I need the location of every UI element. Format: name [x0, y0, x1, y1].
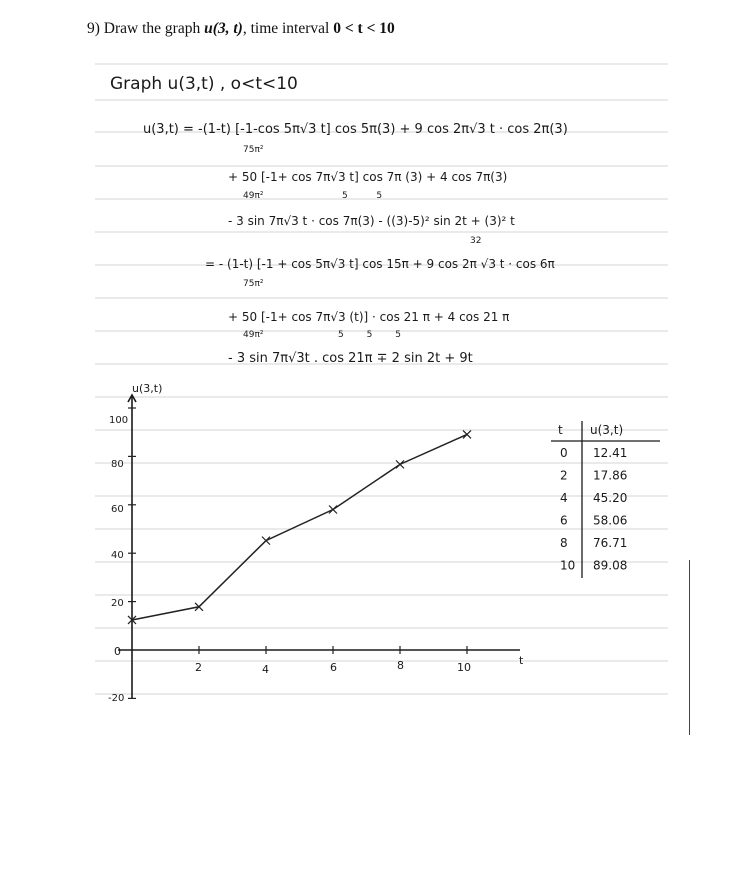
table-cell-u: 45.20: [593, 491, 628, 505]
table-cell-u: 58.06: [593, 513, 628, 528]
x-axis-label: t: [519, 654, 524, 667]
x-tick-label: 6: [330, 661, 337, 674]
eq-line-6: - 3 sin 7π√3t . cos 21π ∓ 2 sin 2t + 9t: [228, 351, 473, 366]
question-interval: 0 < t < 10: [333, 20, 395, 37]
table-cell-u: 76.71: [593, 536, 628, 550]
data-point: [396, 460, 404, 468]
notes-heading: Graph u(3,t) , o<t<10: [110, 74, 298, 94]
graph-axes: [118, 395, 520, 698]
eq-line-2: + 50 [-1+ cos 7π√3 t] cos 7π (3) + 4 cos 7π(3): [228, 170, 508, 184]
eq-line-5-denominator: 49π²: [243, 330, 264, 340]
table-cell-u: 89.08: [593, 558, 628, 573]
x-tick-label: 4: [262, 663, 269, 676]
plot-area: [128, 408, 471, 698]
eq-line-5-fraction-denominators: 5 5 5: [338, 330, 401, 340]
y-axis-label: u(3,t): [132, 382, 163, 395]
eq-line-2-fraction-denominators: 5 5: [342, 191, 383, 201]
eq-line-4-denominator: 75π²: [243, 279, 264, 289]
table-cell-u: 17.86: [593, 468, 628, 483]
question-prefix: Draw the graph: [103, 20, 201, 37]
data-point: [463, 430, 471, 438]
table-header-u: u(3,t): [590, 423, 624, 437]
eq-line-1-denominator: 75π²: [243, 145, 264, 155]
table-rows: [560, 446, 627, 573]
x-tick-label: 8: [397, 659, 404, 672]
table-cell-t: 2: [560, 468, 568, 483]
question-function: u(3, t): [204, 20, 243, 37]
table-cell-t: 4: [560, 491, 568, 505]
eq-line-1: u(3,t) = -(1-t) [-1-cos 5π√3 t] cos 5π(3) + 9 cos 2π√3 t · cos 2π(3): [143, 122, 568, 137]
eq-line-2-denominator: 49π²: [243, 191, 264, 201]
data-point: [262, 537, 270, 545]
table-header-t: t: [558, 423, 563, 437]
y-tick-label: 60: [111, 504, 124, 515]
eq-line-3-denominator: 32: [470, 236, 482, 246]
table-cell-t: 10: [560, 558, 576, 573]
table-cell-t: 8: [560, 536, 568, 550]
y-tick-label: -20: [108, 693, 125, 704]
y-tick-label: 100: [109, 415, 129, 426]
table-cell-t: 0: [560, 446, 568, 460]
y-tick-label: 20: [111, 598, 124, 609]
question-number: 9): [87, 20, 100, 37]
ruled-lines: [95, 64, 668, 694]
y-tick-label: 40: [111, 550, 124, 561]
data-point: [329, 505, 337, 513]
eq-line-3: - 3 sin 7π√3 t · cos 7π(3) - ((3)-5)² sin 2t + (3)² t: [228, 214, 515, 228]
y-tick-label: 80: [111, 459, 124, 470]
page-edge-line: [689, 560, 690, 735]
y-tick-label: 0: [114, 645, 121, 658]
eq-line-5: + 50 [-1+ cos 7π√3 (t)] · cos 21 π + 4 cos 21 π: [228, 310, 510, 324]
x-tick-labels: [195, 654, 524, 676]
x-tick-label: 2: [195, 661, 202, 674]
eq-line-4: = - (1-t) [-1 + cos 5π√3 t] cos 15π + 9 cos 2π √3 t · cos 6π: [205, 257, 555, 271]
series-line: [132, 434, 467, 620]
table-cell-u: 12.41: [593, 446, 628, 460]
x-tick-label: 10: [457, 661, 471, 674]
table-cell-t: 6: [560, 513, 568, 528]
question-mid: , time interval: [242, 20, 330, 37]
